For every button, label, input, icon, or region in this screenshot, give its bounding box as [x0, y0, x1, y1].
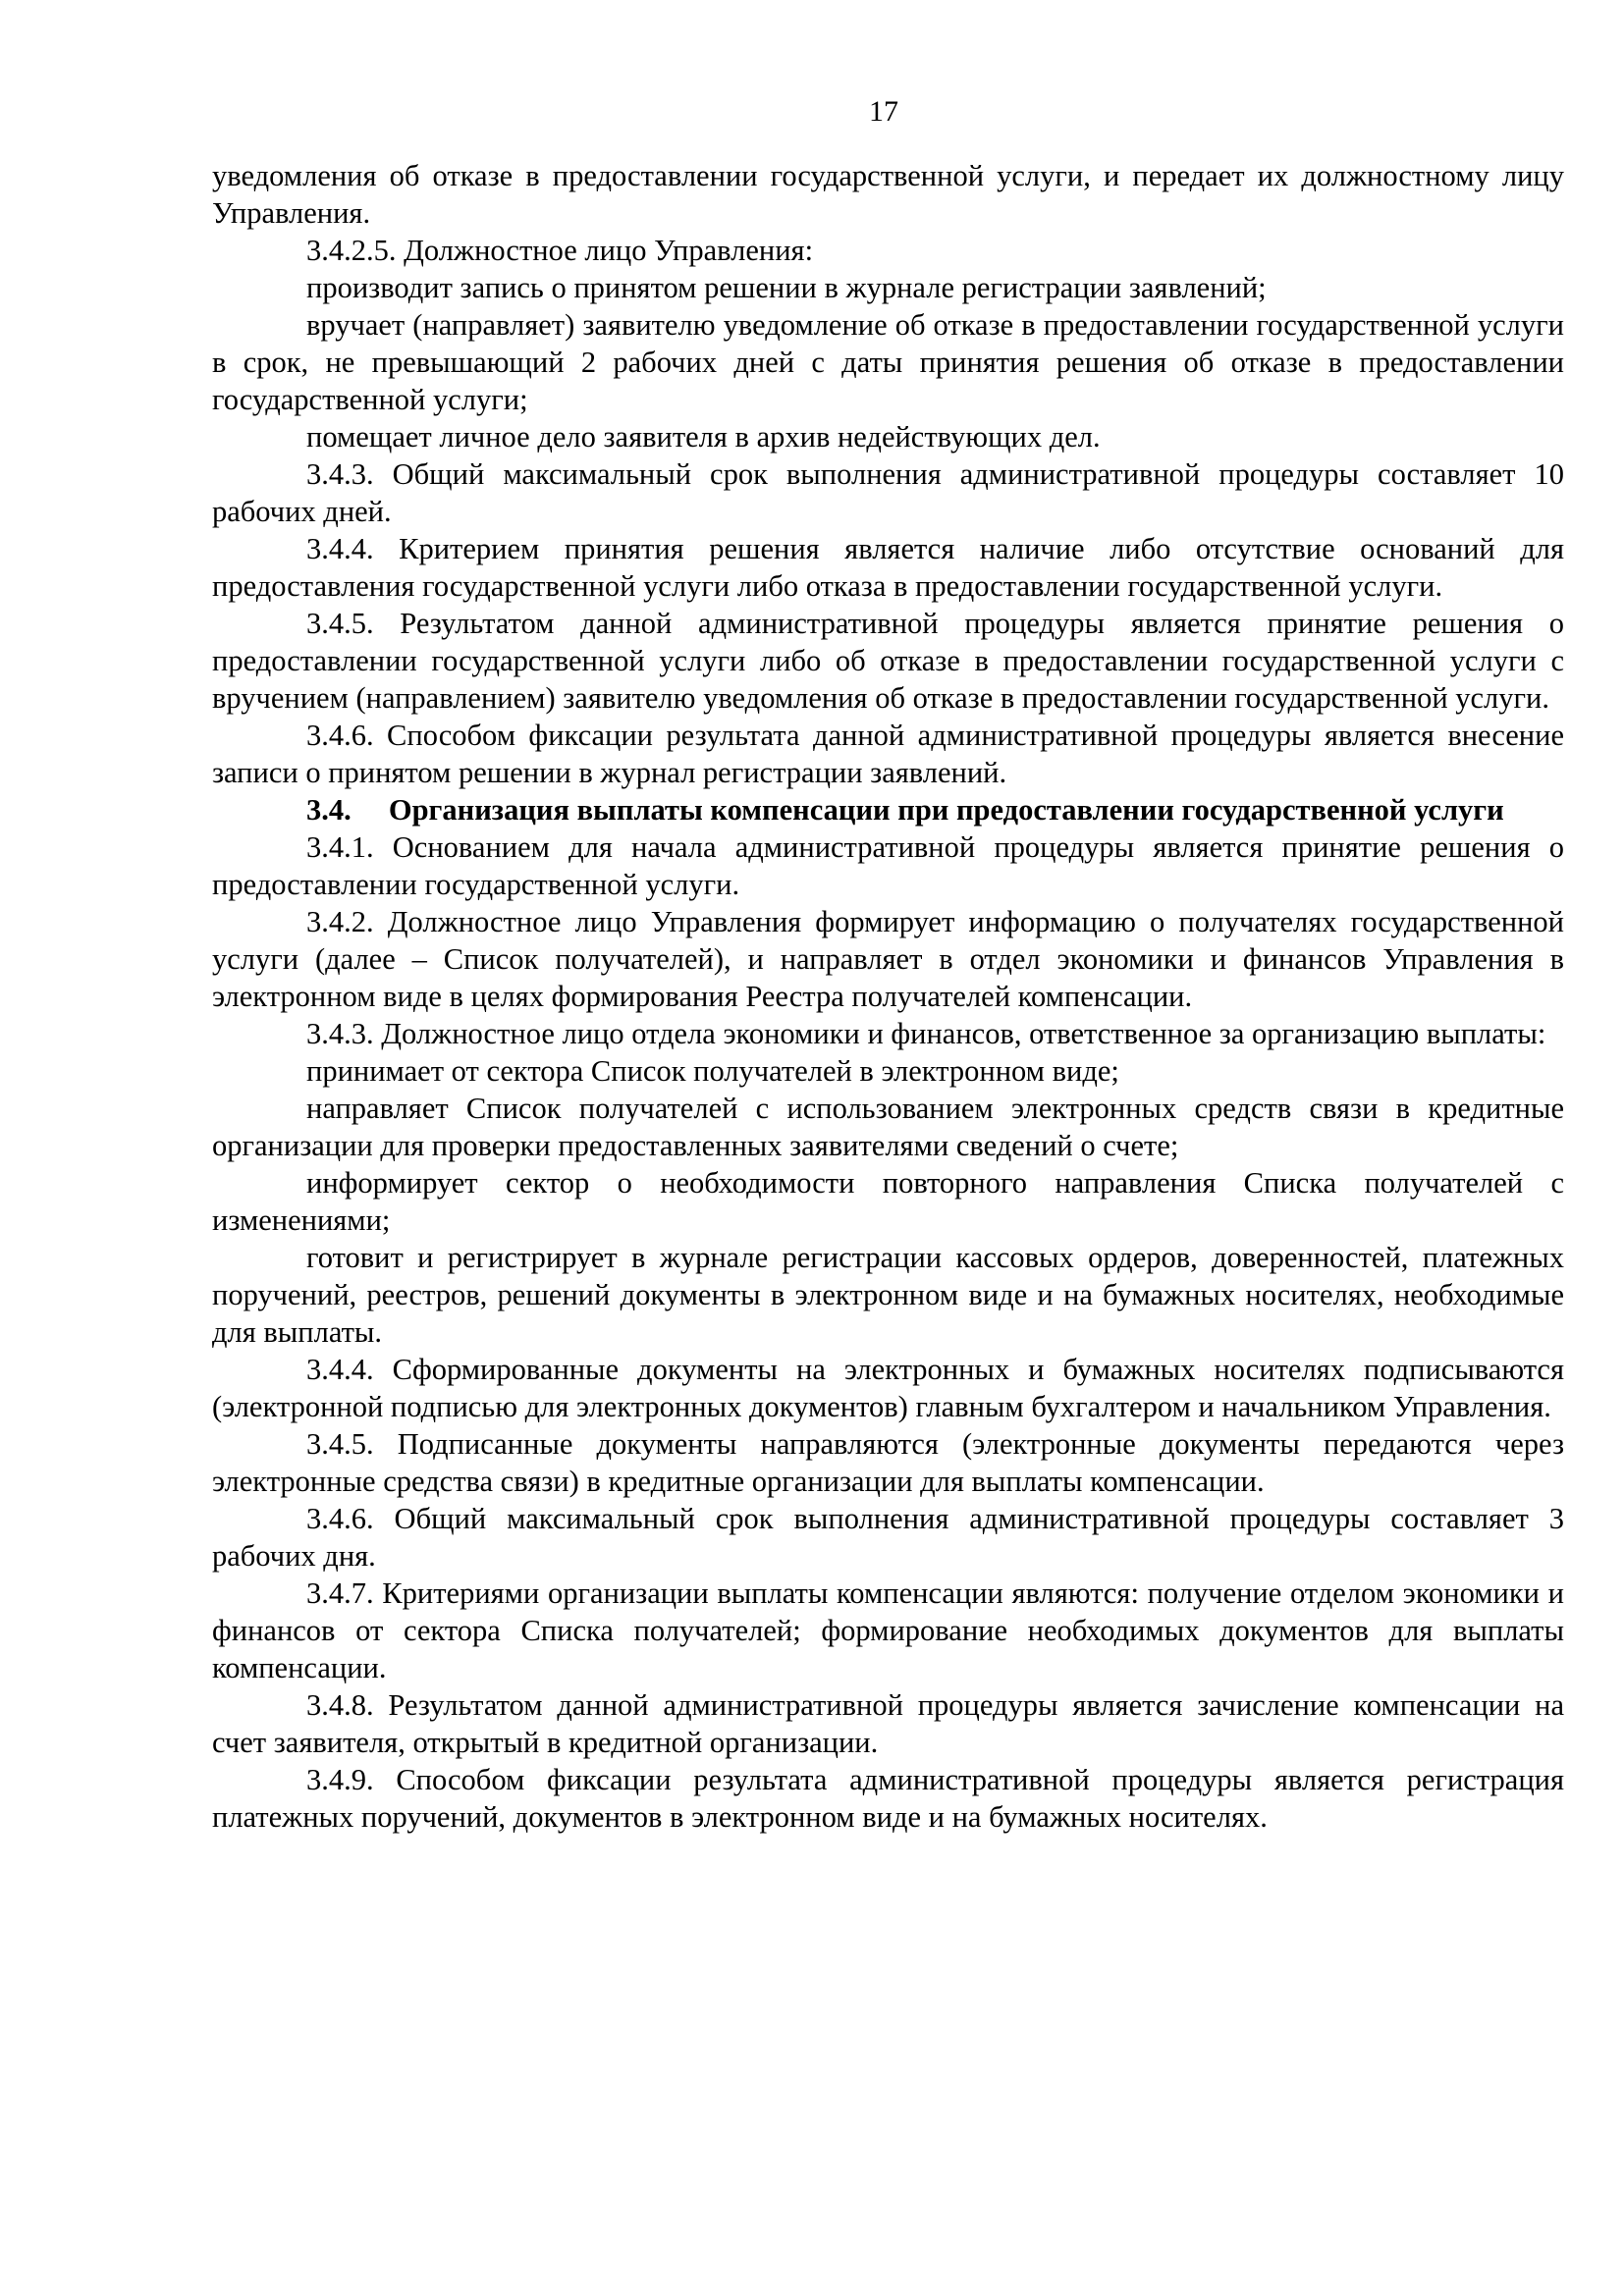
paragraph: помещает личное дело заявителя в архив недействующих дел. [306, 420, 1101, 454]
paragraph: готовит и регистрирует в журнале регистрации кассовых ордеров, доверенностей, платежных поручений, реестров, решений документы в электронном виде и на бумажных носителях, необходимые для выплаты. [212, 1241, 1564, 1349]
paragraph: 3.4.7. Критериями организации выплаты компенсации являются: получение отделом экономики и финансов от сектора Списка получателей; формирование необходимых документов для выплаты компенсации. [212, 1576, 1564, 1684]
paragraph: уведомления об отказе в предоставлении государственной услуги, и передает их должностному лицу Управления. [212, 159, 1564, 230]
paragraph: производит запись о принятом решении в журнале регистрации заявлений; [306, 271, 1267, 304]
paragraph: вручает (направляет) заявителю уведомление об отказе в предоставлении государственной услуги в срок, не превышающий 2 рабочих дней с даты принятия решения об отказе в предоставлении государственной услуги; [212, 308, 1564, 416]
paragraph: 3.4.2.5. Должностное лицо Управления: [306, 234, 814, 267]
paragraph: 3.4.1. Основанием для начала административной процедуры является принятие решения о предоставлении государственной услуги. [212, 830, 1564, 901]
paragraph: информирует сектор о необходимости повторного направления Списка получателей с изменениями; [212, 1166, 1564, 1237]
paragraph: 3.4.3. Общий максимальный срок выполнения административной процедуры составляет 10 рабочих дней. [212, 457, 1564, 528]
paragraph: 3.4.5. Результатом данной административной процедуры является принятие решения о предоставлении государственной услуги либо об отказе в предоставлении государственной услуги с вручением (направлением) заявителю уведомления об отказе в предоставлении государственной услуги. [212, 607, 1564, 715]
paragraph: принимает от сектора Список получателей в электронном виде; [306, 1054, 1119, 1088]
paragraph: 3.4.6. Общий максимальный срок выполнения административной процедуры составляет 3 рабочих дня. [212, 1502, 1564, 1573]
paragraph: 3.4.4. Критерием принятия решения является наличие либо отсутствие оснований для предоставления государственной услуги либо отказа в предоставлении государственной услуги. [212, 532, 1564, 603]
paragraph: направляет Список получателей с использованием электронных средств связи в кредитные организации для проверки предоставленных заявителями сведений о счете; [212, 1092, 1564, 1162]
document-body [212, 157, 1564, 1836]
paragraph: 3.4.4. Сформированные документы на электронных и бумажных носителях подписываются (электронной подписью для электронных документов) главным бухгалтером и начальником Управления. [212, 1353, 1564, 1423]
paragraph: 3.4.9. Способом фиксации результата административной процедуры является регистрация платежных поручений, документов в электронном виде и на бумажных носителях. [212, 1763, 1564, 1834]
paragraph: 3.4.8. Результатом данной административной процедуры является зачисление компенсации на счет заявителя, открытый в кредитной организации. [212, 1688, 1564, 1759]
paragraph: 3.4.2. Должностное лицо Управления формирует информацию о получателях государственной услуги (далее – Список получателей), и направляет в отдел экономики и финансов Управления в электронном виде в целях формирования Реестра получателей компенсации. [212, 905, 1564, 1013]
paragraph: 3.4.6. Способом фиксации результата данной административной процедуры является внесение записи о принятом решении в журнал регистрации заявлений. [212, 719, 1564, 789]
section-heading: 3.4. Организация выплаты компенсации при предоставлении государственной услуги [306, 793, 1504, 827]
paragraph: 3.4.5. Подписанные документы направляются (электронные документы передаются через электронные средства связи) в кредитные организации для выплаты компенсации. [212, 1427, 1564, 1498]
paragraph: 3.4.3. Должностное лицо отдела экономики и финансов, ответственное за организацию выплаты: [306, 1017, 1546, 1050]
page-number: 17 [869, 95, 898, 128]
